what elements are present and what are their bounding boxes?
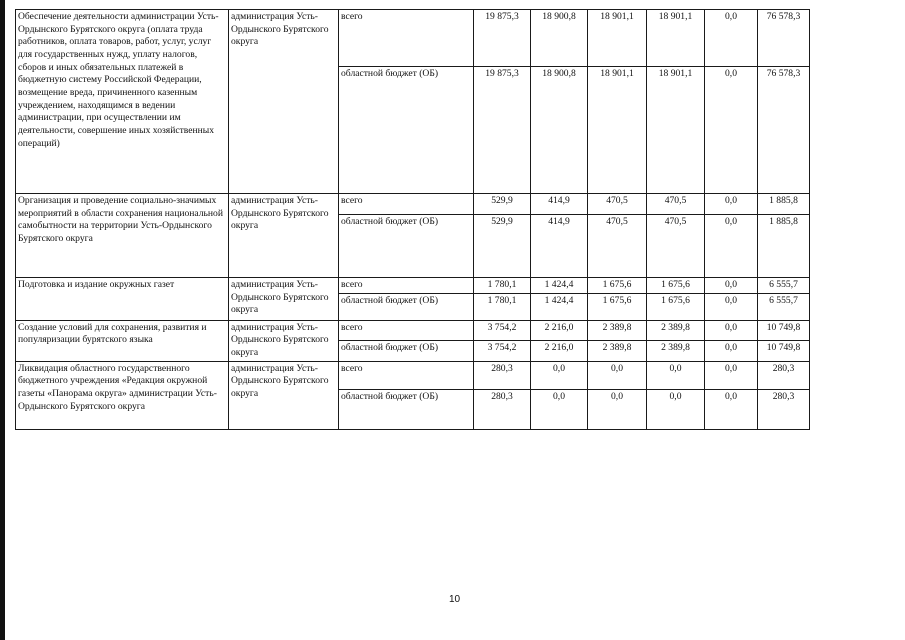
funding-type: областной бюджет (ОБ) xyxy=(339,293,474,320)
value-cell: 1 424,4 xyxy=(531,278,588,294)
value-cell: 18 901,1 xyxy=(588,10,647,67)
value-cell: 1 675,6 xyxy=(647,278,705,294)
value-cell: 470,5 xyxy=(647,215,705,278)
value-cell: 0,0 xyxy=(705,194,758,215)
value-cell: 19 875,3 xyxy=(474,67,531,194)
funding-type: областной бюджет (ОБ) xyxy=(339,215,474,278)
activity-name: Подготовка и издание окружных газет xyxy=(16,278,229,321)
value-cell: 529,9 xyxy=(474,194,531,215)
table-row xyxy=(16,320,810,340)
value-cell: 280,3 xyxy=(474,389,531,429)
value-cell: 0,0 xyxy=(647,361,705,389)
value-cell: 18 900,8 xyxy=(531,67,588,194)
value-cell: 6 555,7 xyxy=(758,278,810,294)
funding-type: всего xyxy=(339,320,474,340)
value-cell: 19 875,3 xyxy=(474,10,531,67)
value-cell: 2 389,8 xyxy=(647,320,705,340)
value-cell: 280,3 xyxy=(758,389,810,429)
activity-name: Создание условий для сохранения, развития и популяризации бурятского языка xyxy=(16,320,229,361)
value-cell: 414,9 xyxy=(531,194,588,215)
value-cell: 0,0 xyxy=(705,278,758,294)
value-cell: 2 389,8 xyxy=(588,320,647,340)
value-cell: 1 424,4 xyxy=(531,293,588,320)
value-cell: 6 555,7 xyxy=(758,293,810,320)
value-cell: 18 901,1 xyxy=(647,67,705,194)
executor-name: администрация Усть-Ордынского Бурятского округа xyxy=(229,278,339,321)
value-cell: 280,3 xyxy=(758,361,810,389)
budget-table xyxy=(15,9,810,430)
funding-type: всего xyxy=(339,361,474,389)
value-cell: 0,0 xyxy=(531,389,588,429)
funding-type: областной бюджет (ОБ) xyxy=(339,341,474,361)
value-cell: 414,9 xyxy=(531,215,588,278)
value-cell: 3 754,2 xyxy=(474,341,531,361)
executor-name: администрация Усть-Ордынского Бурятского округа xyxy=(229,194,339,278)
value-cell: 1 780,1 xyxy=(474,293,531,320)
table-row xyxy=(16,361,810,389)
value-cell: 1 885,8 xyxy=(758,194,810,215)
table-row xyxy=(16,194,810,215)
value-cell: 1 675,6 xyxy=(647,293,705,320)
value-cell: 10 749,8 xyxy=(758,341,810,361)
value-cell: 2 389,8 xyxy=(588,341,647,361)
scan-edge-shadow xyxy=(0,0,5,640)
value-cell: 3 754,2 xyxy=(474,320,531,340)
value-cell: 0,0 xyxy=(705,361,758,389)
value-cell: 470,5 xyxy=(588,194,647,215)
executor-name: администрация Усть-Ордынского Бурятского округа xyxy=(229,10,339,194)
value-cell: 2 216,0 xyxy=(531,320,588,340)
value-cell: 0,0 xyxy=(705,320,758,340)
value-cell: 529,9 xyxy=(474,215,531,278)
value-cell: 1 885,8 xyxy=(758,215,810,278)
value-cell: 470,5 xyxy=(647,194,705,215)
table-row xyxy=(16,10,810,67)
value-cell: 0,0 xyxy=(705,293,758,320)
value-cell: 1 675,6 xyxy=(588,278,647,294)
activity-name: Обеспечение деятельности администрации Усть-Ордынского Бурятского округа (оплата труда работников, оплата товаров, работ, услуг, услуг для государственных нужд, уплату налогов, сборов и иных обязательных платежей в бюджетную систему Российской Федерации, возмещение вреда, причиненного казенным учреждением, находящимся в ведении администрации, при осуществлении им деятельности, совершение иных хозяйственных операций) xyxy=(16,10,229,194)
value-cell: 18 900,8 xyxy=(531,10,588,67)
value-cell: 470,5 xyxy=(588,215,647,278)
value-cell: 0,0 xyxy=(705,389,758,429)
value-cell: 0,0 xyxy=(531,361,588,389)
funding-type: всего xyxy=(339,10,474,67)
value-cell: 18 901,1 xyxy=(647,10,705,67)
funding-type: всего xyxy=(339,278,474,294)
value-cell: 0,0 xyxy=(588,361,647,389)
value-cell: 1 780,1 xyxy=(474,278,531,294)
activity-name: Организация и проведение социально-значимых мероприятий в области сохранения национальной самобытности на территории Усть-Ордынского Бурятского округа xyxy=(16,194,229,278)
value-cell: 76 578,3 xyxy=(758,10,810,67)
value-cell: 0,0 xyxy=(705,341,758,361)
value-cell: 2 216,0 xyxy=(531,341,588,361)
table-row xyxy=(16,278,810,294)
value-cell: 0,0 xyxy=(705,10,758,67)
funding-type: областной бюджет (ОБ) xyxy=(339,389,474,429)
value-cell: 0,0 xyxy=(588,389,647,429)
value-cell: 0,0 xyxy=(705,215,758,278)
value-cell: 18 901,1 xyxy=(588,67,647,194)
value-cell: 76 578,3 xyxy=(758,67,810,194)
value-cell: 1 675,6 xyxy=(588,293,647,320)
funding-type: всего xyxy=(339,194,474,215)
value-cell: 0,0 xyxy=(705,67,758,194)
value-cell: 0,0 xyxy=(647,389,705,429)
executor-name: администрация Усть-Ордынского Бурятского округа xyxy=(229,320,339,361)
activity-name: Ликвидация областного государственного бюджетного учреждения «Редакция окружной газеты «Панорама округа» администрации Усть-Ордынского Бурятского округа xyxy=(16,361,229,429)
value-cell: 10 749,8 xyxy=(758,320,810,340)
funding-type: областной бюджет (ОБ) xyxy=(339,67,474,194)
executor-name: администрация Усть-Ордынского Бурятского округа xyxy=(229,361,339,429)
page-number: 10 xyxy=(449,594,461,605)
value-cell: 2 389,8 xyxy=(647,341,705,361)
value-cell: 280,3 xyxy=(474,361,531,389)
